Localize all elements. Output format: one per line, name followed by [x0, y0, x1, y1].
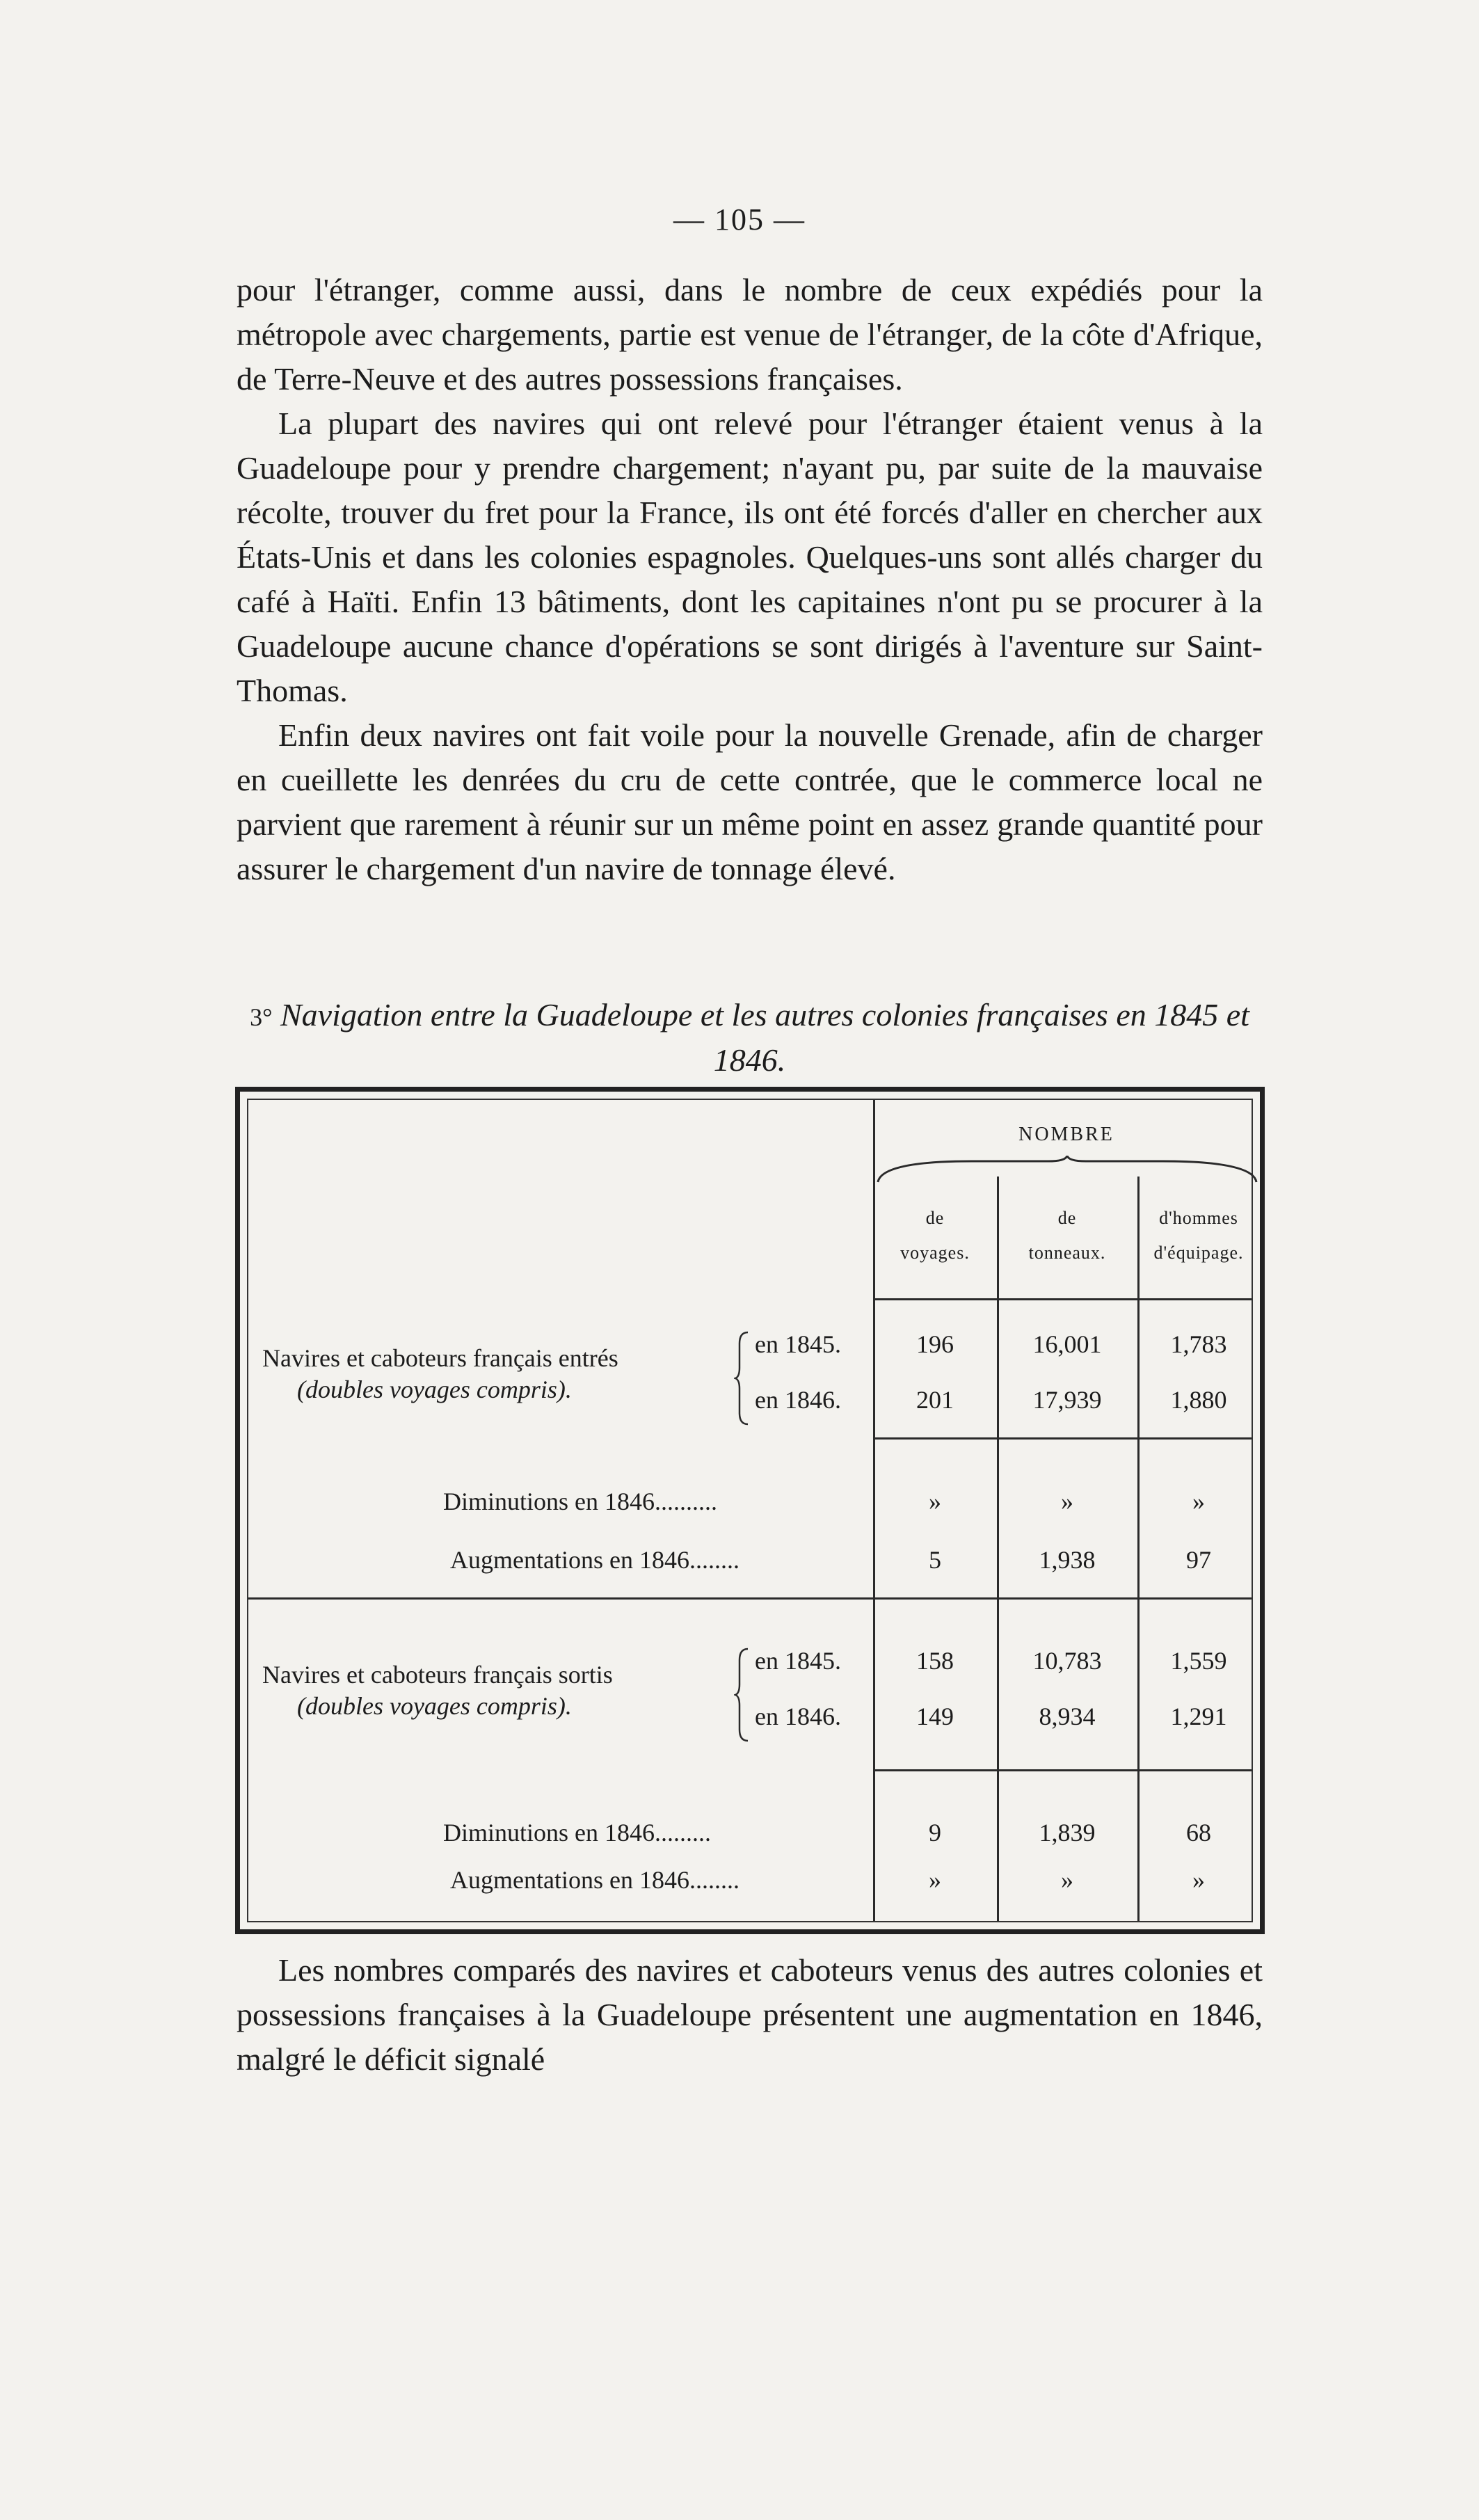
group-entres-brace	[734, 1330, 751, 1427]
sortis-aug-voyages: »	[929, 1866, 941, 1894]
entres-1846-voyages: 201	[916, 1386, 954, 1414]
section-title	[237, 994, 1263, 1082]
entres-rule	[873, 1437, 1252, 1440]
entres-1845-voyages: 196	[916, 1330, 954, 1358]
group-entres-year-1845: en 1845.	[755, 1330, 841, 1358]
group-separator	[248, 1597, 1252, 1600]
section-number: 3°	[250, 1003, 273, 1031]
closing-paragraph: Les nombres comparés des navires et caboteurs venus des autres colonies et possessions françaises à la Guadeloupe présentent une augmentation en 1846, malgré le déficit signalé	[237, 1952, 1263, 2077]
group-entres-sublabel	[297, 1375, 572, 1404]
sortis-1845-voyages: 158	[916, 1647, 954, 1675]
header-nombre: NOMBRE	[1018, 1124, 1114, 1145]
group-sortis-sublabel	[297, 1691, 572, 1721]
col-header-hommes-1: d'hommes	[1159, 1208, 1238, 1228]
entres-dim-voyages: »	[929, 1488, 941, 1515]
sortis-diminutions-label: Diminutions en 1846.........	[443, 1819, 711, 1847]
sortis-1845-tonneaux: 10,783	[1032, 1647, 1102, 1675]
paragraph-1: pour l'étranger, comme aussi, dans le nombre de ceux expédiés pour la métropole avec chargements, partie est venue de l'étranger, de la côte d'Afrique, de Terre-Neuve et des autres possessions françaises.	[237, 272, 1263, 397]
navigation-table	[235, 1087, 1265, 1934]
section-title-text: Navigation entre la Guadeloupe et les autres colonies françaises en 1845 et 1846.	[280, 997, 1249, 1078]
col-header-voyages-1: de	[925, 1208, 945, 1228]
entres-1845-tonneaux: 16,001	[1032, 1330, 1102, 1358]
sortis-1846-tonneaux: 8,934	[1039, 1702, 1096, 1730]
entres-dim-tonneaux: »	[1061, 1488, 1073, 1515]
sortis-1846-hommes: 1,291	[1170, 1702, 1227, 1730]
sortis-augmentations-label: Augmentations en 1846........	[450, 1866, 740, 1894]
sortis-dim-tonneaux: 1,839	[1039, 1819, 1096, 1847]
entres-augmentations-label: Augmentations en 1846........	[450, 1546, 740, 1574]
entres-aug-voyages: 5	[929, 1546, 941, 1574]
group-sortis-year-1846: en 1846.	[755, 1702, 841, 1730]
group-sortis-brace	[734, 1646, 751, 1744]
sortis-aug-tonneaux: »	[1061, 1866, 1073, 1894]
group-sortis-label: Navires et caboteurs français sortis	[262, 1661, 613, 1689]
sortis-dim-hommes: 68	[1186, 1819, 1211, 1847]
table-inner-border	[247, 1099, 1253, 1922]
col-header-tonneaux-2: tonneaux.	[1028, 1243, 1106, 1263]
group-entres-year-1846: en 1846.	[755, 1386, 841, 1414]
entres-1845-hommes: 1,783	[1170, 1330, 1227, 1358]
header-rule	[873, 1298, 1252, 1300]
sortis-rule	[873, 1769, 1252, 1771]
col-header-tonneaux-1: de	[1057, 1208, 1077, 1228]
entres-aug-tonneaux: 1,938	[1039, 1546, 1096, 1574]
page-number: — 105 —	[673, 202, 806, 237]
header-brace	[874, 1156, 1260, 1183]
entres-1846-hommes: 1,880	[1170, 1386, 1227, 1414]
sortis-dim-voyages: 9	[929, 1819, 941, 1847]
paragraph-2: La plupart des navires qui ont relevé pour l'étranger étaient venus à la Guadeloupe pour y prendre chargement; n'ayant pu, par suite de la mauvaise récolte, trouver du fret pour la France, ils ont été forcés d'aller en chercher aux États-Unis et dans les colonies espagnoles. Quelques-uns sont allés charger du café à Haïti. Enfin 13 bâtiments, dont les capitaines n'ont pu se procurer à la Guadeloupe aucune chance d'opérations se sont dirigés à l'aventure sur Saint-Thomas.	[237, 406, 1263, 708]
entres-1846-tonneaux: 17,939	[1032, 1386, 1102, 1414]
paragraph-3: Enfin deux navires ont fait voile pour la nouvelle Grenade, afin de charger en cueillette les denrées du cru de cette contrée, que le commerce local ne parvient que rarement à réunir sur un même point en assez grande quantité pour assurer le chargement d'un navire de tonnage élevé.	[237, 717, 1263, 886]
group-entres-sublabel-text: (doubles voyages compris).	[297, 1375, 572, 1403]
sortis-aug-hommes: »	[1192, 1866, 1205, 1894]
col-header-voyages-2: voyages.	[900, 1243, 970, 1263]
col-header-hommes-2: d'équipage.	[1153, 1243, 1244, 1263]
group-entres-label: Navires et caboteurs français entrés	[262, 1344, 618, 1372]
group-sortis-year-1845: en 1845.	[755, 1647, 841, 1675]
sortis-1845-hommes: 1,559	[1170, 1647, 1227, 1675]
entres-dim-hommes: »	[1192, 1488, 1205, 1515]
sortis-1846-voyages: 149	[916, 1702, 954, 1730]
entres-aug-hommes: 97	[1186, 1546, 1211, 1574]
entres-diminutions-label: Diminutions en 1846..........	[443, 1488, 717, 1515]
group-sortis-sublabel-text: (doubles voyages compris).	[297, 1692, 572, 1720]
body-text-top	[237, 268, 1263, 891]
